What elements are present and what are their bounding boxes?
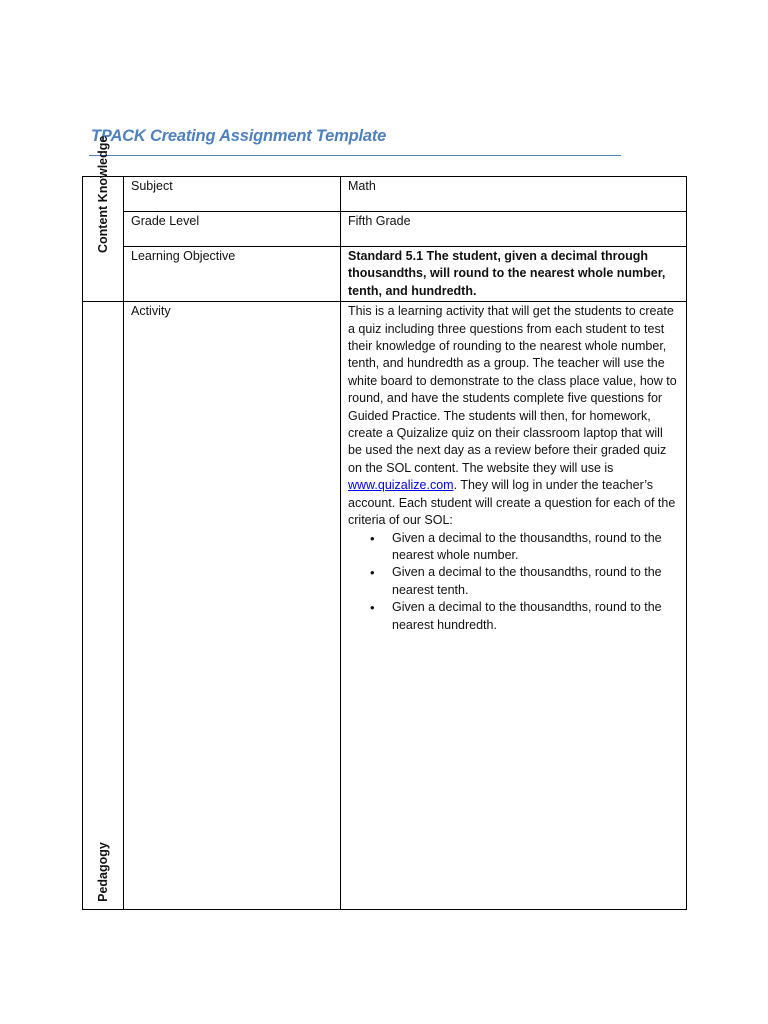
subject-value-cell [341,177,687,212]
learning-objective-value-cell [341,247,687,302]
grade-level-label-cell [124,212,341,247]
grade-level-label: Grade Level [131,214,200,228]
grade-level-value-cell [341,212,687,247]
subject-row [83,177,687,212]
criteria-item-hundredth: • Given a decimal to the thousandths, round to the nearest hundredth. [392,599,680,634]
subject-label-cell [124,177,341,212]
content-knowledge-label: Content Knowledge [96,135,110,253]
content-knowledge-cell [83,135,124,302]
page-title: TPACK Creating Assignment Template [91,127,387,145]
quizalize-link[interactable]: www.quizalize.com [348,478,454,493]
criteria-item-whole-number: • Given a decimal to the thousandths, round to the nearest whole number. [392,530,680,565]
criteria-list [348,530,680,634]
subject-value: Math [348,179,376,193]
title-underline [89,155,621,156]
activity-row [83,302,687,910]
pedagogy-cell [83,302,124,910]
criteria-item-tenth: • Given a decimal to the thousandths, round to the nearest tenth. [392,564,680,599]
activity-value-cell [341,302,687,910]
grade-level-row [83,212,687,247]
learning-objective-label: Learning Objective [131,249,236,263]
learning-objective-label-cell [124,247,341,302]
activity-label-cell [124,302,341,910]
grade-level-value: Fifth Grade [348,214,411,228]
pedagogy-label: Pedagogy [96,842,110,902]
learning-objective-value: Standard 5.1 The student, given a decimal through thousandths, will round to the nearest whole number, tenth, and hundredth. [348,249,666,298]
activity-label: Activity [131,304,171,319]
subject-label: Subject [131,179,173,193]
learning-objective-row [83,247,687,302]
activity-description [348,303,680,529]
activity-text-before-link: This is a learning activity that will get the students to create a quiz including three questions from each student to test their knowledge of rounding to the nearest whole number, tenth, and hundredth as a group. The teacher will use the white board to demonstrate to the class place value, how to round, and have the students complete five questions for Guided Practice. The students will then, for homework, create a Quizalize quiz on their classroom laptop that will be used the next day as a review before their graded quiz on the SOL content. The website they will use is [348,304,677,475]
activity-text-after-link: . They will log in under the teacher’s account. Each student will create a question for each of the criteria of our SOL: [348,478,676,528]
